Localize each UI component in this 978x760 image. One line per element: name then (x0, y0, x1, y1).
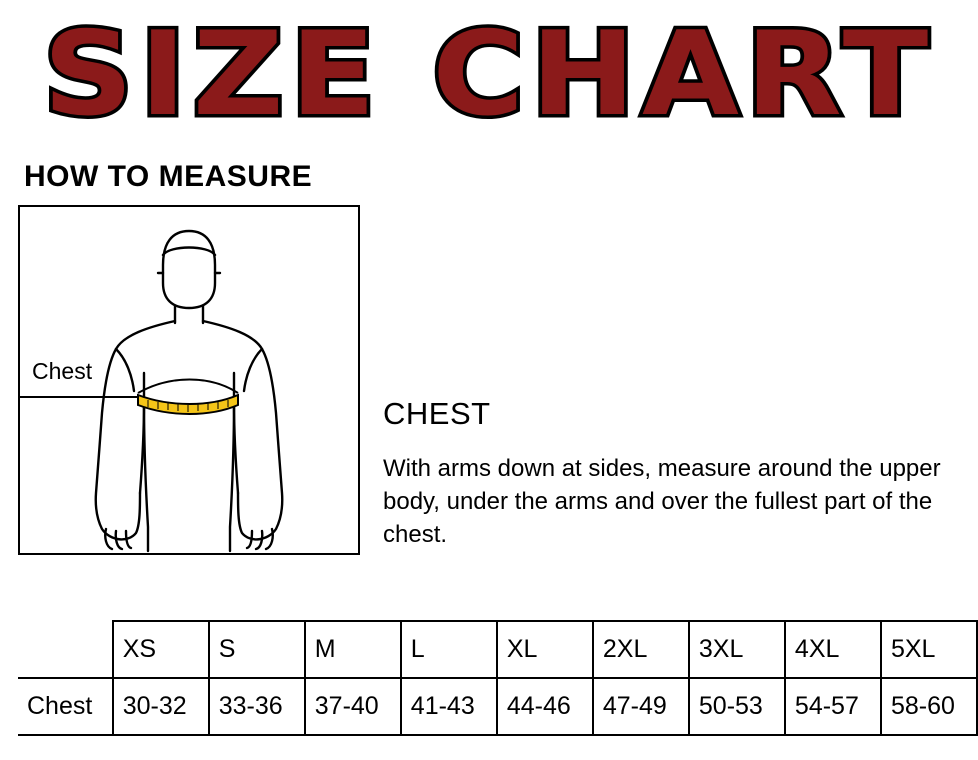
table-cell: 30-32 (113, 678, 209, 735)
table-corner-cell (18, 621, 113, 678)
description-heading: CHEST (383, 396, 491, 431)
table-row-header-chest: Chest (18, 678, 113, 735)
table-cell: 50-53 (689, 678, 785, 735)
table-cell: 44-46 (497, 678, 593, 735)
size-table (18, 620, 978, 736)
table-cell: 33-36 (209, 678, 305, 735)
table-row (18, 678, 977, 735)
how-to-measure-heading: HOW TO MEASURE (24, 160, 313, 193)
table-column-header: 5XL (881, 621, 977, 678)
page-title: SIZE CHART (43, 7, 935, 142)
chest-tape-icon (138, 380, 238, 415)
chest-measurement-label: Chest (32, 358, 93, 384)
description-body: With arms down at sides, measure around the upper body, under the arms and over the fullest part of the chest. (383, 455, 941, 549)
table-column-header: L (401, 621, 497, 678)
table-column-header: XL (497, 621, 593, 678)
table-column-header: S (209, 621, 305, 678)
table-column-header: 4XL (785, 621, 881, 678)
table-cell: 41-43 (401, 678, 497, 735)
table-row-header (18, 621, 977, 678)
table-cell: 37-40 (305, 678, 401, 735)
table-column-header: 3XL (689, 621, 785, 678)
table-column-header: M (305, 621, 401, 678)
table-column-header: 2XL (593, 621, 689, 678)
table-column-header: XS (113, 621, 209, 678)
table-cell: 58-60 (881, 678, 977, 735)
table-cell: 47-49 (593, 678, 689, 735)
table-cell: 54-57 (785, 678, 881, 735)
page-title-container (0, 0, 978, 150)
